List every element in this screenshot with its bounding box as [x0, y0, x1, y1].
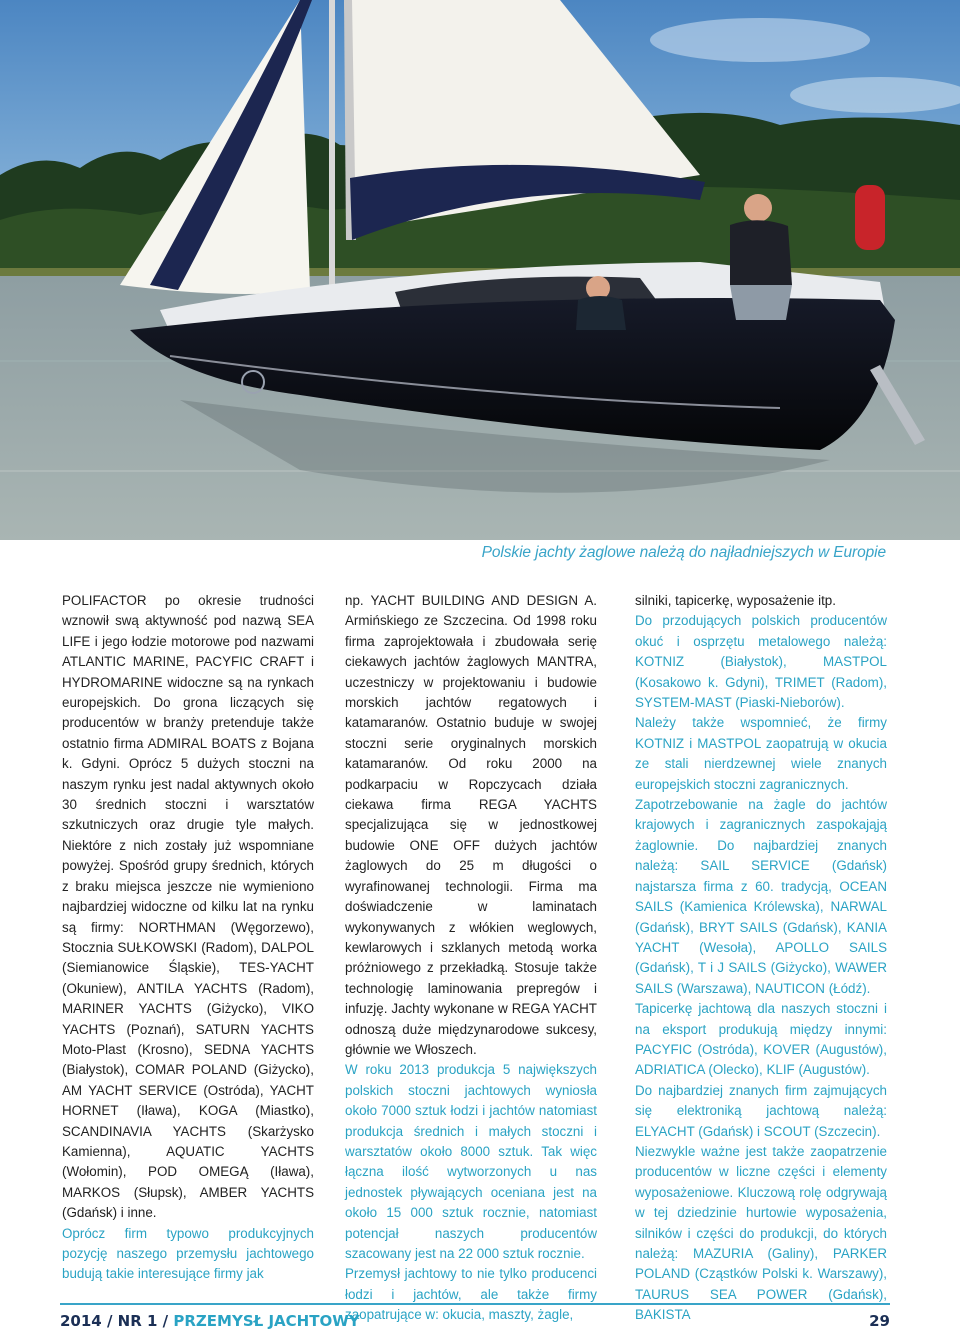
sailboat-photo: [0, 0, 960, 540]
paragraph: Do najbardziej znanych firm zajmujących się elektroniką jachtową należą: ELYACHT (Gdańsk) i SCOUT (Szczecin).: [635, 1082, 887, 1139]
page-number: 29: [869, 1312, 890, 1330]
text-column-3: [635, 591, 887, 1326]
paragraph: W roku 2013 produkcja 5 największych polskich stoczni jachtowych wyniosła około 7000 sztuk łodzi i jachtów natomiast produkcja średnich i małych stoczni i warsztatów około 8000 sztuk. Tak więc łączna ilość wytworzonych u nas jednostek pływających oceniana jest na około 15 000 sztuk rocznie, natomiast potencjał naszych producentów szacowany jest na 22 000 sztuk rocznie.: [345, 1062, 597, 1261]
page-footer: [60, 1312, 890, 1334]
paragraph: Tapicerkę jachtową dla naszych stoczni i na eksport produkują między innymi: PACYFIC (Ostróda), KOVER (Augustów), ADRIATICA (Olecko), KLIF (Augustów).: [635, 1001, 887, 1078]
paragraph: Zapotrzebowanie na żagle do jachtów krajowych i zagranicznych zaspokająją żaglownie. Do najbardziej znanych należą: SAIL SERVICE (Gdańsk) najstarsza firma z 60. tradycją, OCEAN SAILS (Kamienica Królewska), NARWAL (Gdańsk), BRYT SAILS (Gdańsk), KANIA YACHT (Wesoła), APOLLO SAILS (Gdańsk), T i J SAILS (Giżycko), WAWER SAILS (Warszawa), NAUTICON (Łódź).: [635, 797, 887, 996]
paragraph: Do przodujących polskich producentów okuć i osprzętu metalowego należą: KOTNIZ (Białystok), MASTPOL (Kosakowo k. Gdyni), TRIMET (Radom), SYSTEM-MAST (Piaski-Nieborów).: [635, 613, 887, 711]
paragraph: Oprócz firm typowo produkcyjnych pozycję naszego przemysłu jachtowego budują takie interesujące firmy jak: [62, 1225, 314, 1282]
footer-rule: [60, 1303, 890, 1305]
paragraph: Przemysł jachtowy to nie tylko producenci łodzi i jachtów, ale także firmy zaopatrujące w: okucia, maszty, żagle,: [345, 1266, 597, 1323]
paragraph: Należy także wspomnieć, że firmy KOTNIZ i MASTPOL zaopatrują w okucia ze stali nierdzewnej wiele znanych europejskich stoczni zagranicznych.: [635, 715, 887, 792]
magazine-section: PRZEMYSŁ JACHTOWY: [173, 1312, 360, 1330]
issue-label: [60, 1312, 360, 1330]
issue-number: 2014 / NR 1 /: [60, 1312, 174, 1330]
photo-caption: Polskie jachty żaglowe należą do najładniejszych w Europie: [481, 544, 886, 561]
paragraph: np. YACHT BUILDING AND DESIGN A. Armińskiego ze Szczecina. Od 1998 roku firma zaprojektowała i zbudowała serię ciekawych jachtów żaglowych MANTRA, uczestniczy w projektowaniu i budowie morskich jachtów regatowych i katamaranów. Ostatnio buduje w swojej stoczni serie oryginalnych morskich katamaranów. Od roku 2000 na podkarpaciu w Ropczycach działa ciekawa firma REGA YACHTS specjalizująca się w jednostkowej budowie ONE OFF dużych jachtów żaglowych do 25 m długości o wyrafinowanej technologii. Firma ma doświadczenie w laminatach wykonywanych z włókien weglowych, kewlarowych i szklanych metodą worka próżniowego z przekładką. Stosuje także technologię laminowania prepregów i infuzję. Jachty wykonane w REGA YACHT odnoszą duże międzynarodowe sukcesy, głównie we Włoszech.: [345, 593, 597, 1057]
paragraph: POLIFACTOR po okresie trudności wznowił swą aktywność pod nazwą SEA LIFE i jego łodzie motorowe pod nazwami ATLANTIC MARINE, PACYFIC CRAFT i HYDROMARINE widoczne są na rynkach europejskich. Do grona liczących się producentów w branży pretenduje także ostatnio firma ADMIRAL BOATS z Bojana k. Gdyni. Oprócz 5 dużych stoczni na naszym rynku jest nadal aktywnych około 30 średnich stoczni i warsztatów szkutniczych oraz drugie tyle małych. Niektóre z nich zostały już wspomniane powyżej. Spośród grupy średnich, których z braku miejsca jeszcze nie wymieniono najbardziej widoczne od kilku lat na rynku są firmy: NORTHMAN (Węgorzewo), Stocznia SUŁKOWSKI (Radom), DALPOL (Siemianowice Śląskie), TES-YACHT (Okuniew), ANTILA YACHTS (Radom), MARINER YACHTS (Giżycko), VIKO YACHTS (Poznań), SATURN YACHTS Moto-Plast (Krosno), SEDNA YACHTS (Białystok), COMAR POLAND (Giżycko), AM YACHT SERVICE (Ostróda), YACHT HORNET (Iława), KOGA (Miastko), SCANDINAVIA YACHTS (Skarżysko Kamienna), AQUATIC YACHTS (Wołomin), POD OMEGĄ (Iława), MARKOS (Słupsk), AMBER YACHTS (Gdańsk) i inne.: [62, 593, 314, 1221]
text-column-1: [62, 591, 314, 1285]
paragraph: Niezwykle ważne jest także zaopatrzenie producentów w liczne części i elementy wyposażeniowe. Kluczową rolę odgrywają w tej dziedzinie hurtowie wyposażenia, silników i części do produkcji, do których należą: MAZURIA (Galiny), PARKER POLAND (Cząstków Polski k. Warszawy), TAURUS SEA POWER (Gdańsk), BAKISTA: [635, 1143, 887, 1323]
text-column-2: [345, 591, 597, 1326]
paragraph: silniki, tapicerkę, wyposażenie itp.: [635, 593, 836, 608]
